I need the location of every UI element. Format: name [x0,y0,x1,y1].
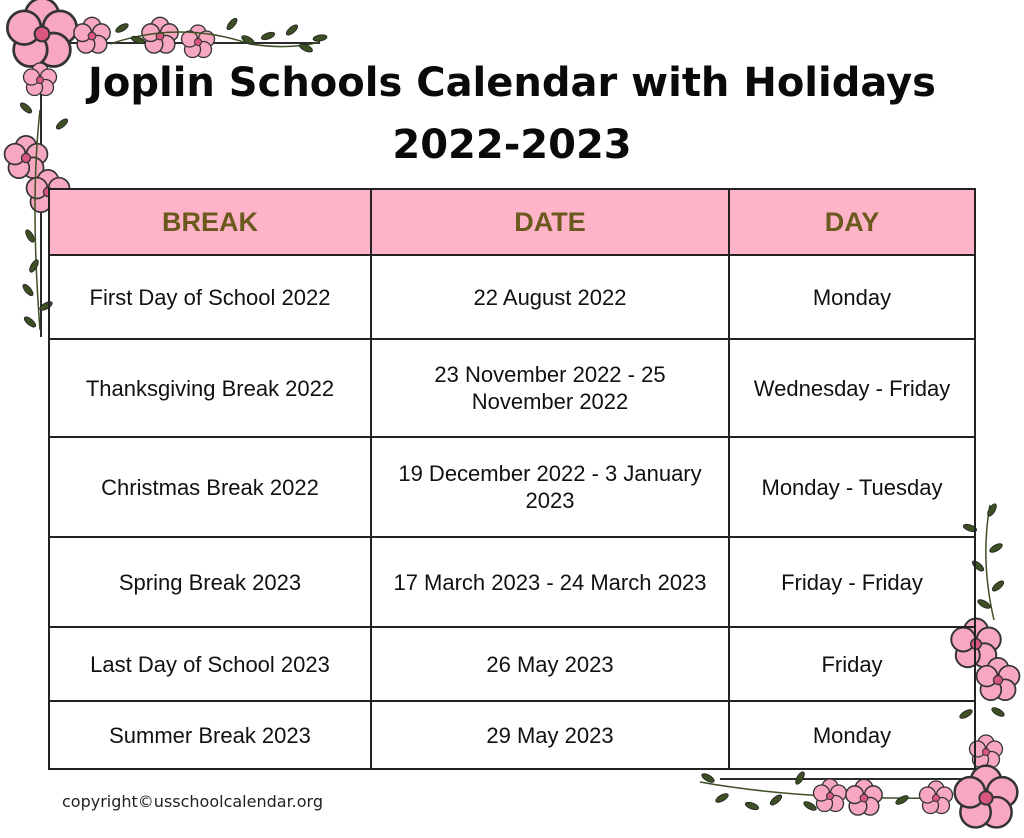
break-cell: Spring Break 2023 [49,537,371,627]
table-row [49,537,975,627]
day-cell: Wednesday - Friday [729,339,975,437]
day-cell: Monday [729,255,975,339]
table-row [49,255,975,339]
break-cell: First Day of School 2022 [49,255,371,339]
column-header-break: BREAK [49,189,371,255]
column-header-day: DAY [729,189,975,255]
day-cell: Friday - Friday [729,537,975,627]
table-header-row [49,189,975,255]
break-cell: Summer Break 2023 [49,701,371,769]
date-cell: 26 May 2023 [371,627,729,701]
date-cell: 17 March 2023 - 24 March 2023 [371,537,729,627]
day-cell: Monday - Tuesday [729,437,975,537]
date-cell: 19 December 2022 - 3 January 2023 [371,437,729,537]
date-cell: 29 May 2023 [371,701,729,769]
column-header-date: DATE [371,189,729,255]
holiday-calendar-table [48,188,976,770]
page-subtitle-year: 2022-2023 [392,122,632,168]
table-row [49,627,975,701]
day-cell: Friday [729,627,975,701]
table-row [49,339,975,437]
break-cell: Last Day of School 2023 [49,627,371,701]
table-row [49,701,975,769]
date-cell: 23 November 2022 - 25 November 2022 [371,339,729,437]
copyright-text: copyright©usschoolcalendar.org [62,792,324,811]
date-cell: 22 August 2022 [371,255,729,339]
break-cell: Christmas Break 2022 [49,437,371,537]
table-row [49,437,975,537]
break-cell: Thanksgiving Break 2022 [49,339,371,437]
page-title: Joplin Schools Calendar with Holidays [87,60,936,106]
day-cell: Monday [729,701,975,769]
